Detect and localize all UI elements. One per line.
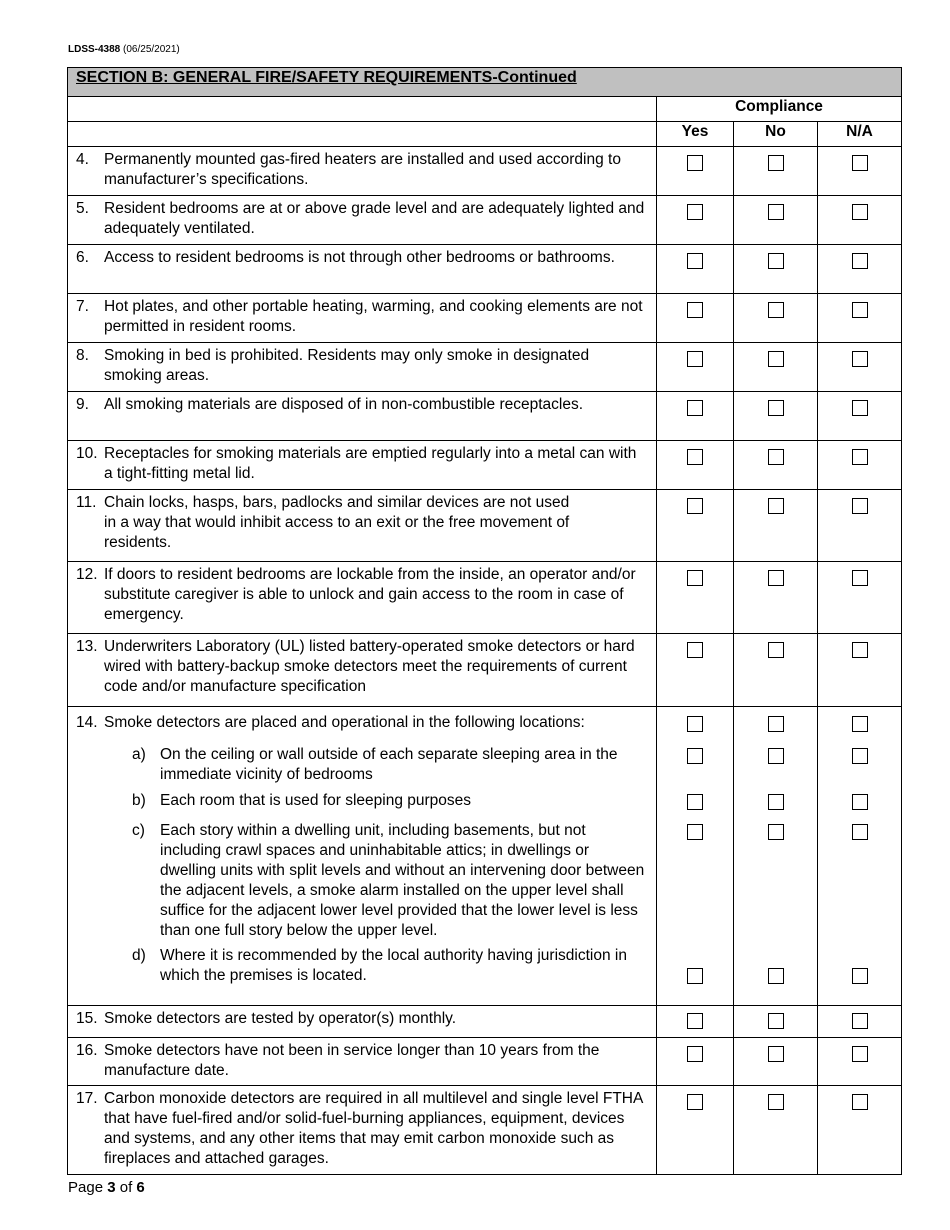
item-text: Permanently mounted gas-fired heaters are installed and used according to manufacturer’s specifications.	[104, 151, 621, 188]
na-checkbox[interactable]	[852, 351, 868, 367]
no-checkbox[interactable]	[768, 155, 784, 171]
item-number: 15.	[76, 1010, 98, 1027]
yes-checkbox[interactable]	[687, 1046, 703, 1062]
column-no-header: No	[734, 122, 818, 147]
table-row	[68, 490, 902, 562]
na-checkbox[interactable]	[852, 968, 868, 984]
item-text: Carbon monoxide detectors are required in all multilevel and single level FTHA that have fuel-fired and/or solid-fuel-burning appliances, equipment, devices and systems, and any other items that may emit carbon monoxide such as fireplaces and attached garages.	[104, 1090, 643, 1167]
yes-checkbox[interactable]	[687, 204, 703, 220]
no-checkbox[interactable]	[768, 794, 784, 810]
na-checkbox[interactable]	[852, 204, 868, 220]
yes-checkbox[interactable]	[687, 1094, 703, 1110]
yes-checkbox[interactable]	[687, 400, 703, 416]
sub-item-text: On the ceiling or wall outside of each separate sleeping area in the immediate vicinity of bedrooms	[160, 746, 618, 783]
na-checkbox[interactable]	[852, 642, 868, 658]
item-text: Smoke detectors are tested by operator(s) monthly.	[104, 1010, 457, 1027]
no-checkbox[interactable]	[768, 302, 784, 318]
no-checkbox[interactable]	[768, 400, 784, 416]
na-checkbox[interactable]	[852, 1013, 868, 1029]
compliance-header-row	[68, 97, 902, 122]
no-checkbox[interactable]	[768, 204, 784, 220]
item-text: Hot plates, and other portable heating, warming, and cooking elements are not permitted in resident rooms.	[104, 298, 643, 335]
compliance-table	[67, 67, 902, 1175]
sub-item-letter: b)	[132, 792, 146, 809]
table-row	[68, 441, 902, 490]
table-row	[68, 196, 902, 245]
na-checkbox[interactable]	[852, 1094, 868, 1110]
yes-checkbox[interactable]	[687, 570, 703, 586]
no-checkbox[interactable]	[768, 716, 784, 732]
yes-checkbox[interactable]	[687, 716, 703, 732]
yes-checkbox[interactable]	[687, 748, 703, 764]
item-number: 4.	[76, 151, 89, 168]
section-title: SECTION B: GENERAL FIRE/SAFETY REQUIREMENTS-Continued	[76, 69, 577, 86]
form-identifier	[68, 44, 180, 55]
table-row	[68, 1038, 902, 1086]
yes-checkbox[interactable]	[687, 968, 703, 984]
sub-item-letter: a)	[132, 746, 146, 763]
section-header-row	[68, 68, 902, 97]
item-text: All smoking materials are disposed of in non-combustible receptacles.	[104, 396, 584, 413]
no-checkbox[interactable]	[768, 253, 784, 269]
item-number: 16.	[76, 1042, 98, 1059]
item-number: 8.	[76, 347, 89, 364]
yes-checkbox[interactable]	[687, 302, 703, 318]
item-number: 11.	[76, 494, 97, 511]
yes-checkbox[interactable]	[687, 642, 703, 658]
item-text: If doors to resident bedrooms are lockable from the inside, an operator and/or substitute caregiver is able to unlock and gain access to the room in case of emergency.	[104, 566, 636, 623]
sub-item-text: Each story within a dwelling unit, including basements, but not including crawl spaces and uninhabitable attics; in dwellings or dwelling units with split levels and without an intervening door between the adjacent levels, a smoke alarm installed on the upper level shall suffice for the adjacent lower level provided that the lower level is less than one full story below the upper level.	[160, 822, 645, 939]
page-number	[68, 1179, 145, 1196]
item-number: 10.	[76, 445, 98, 462]
item-number: 6.	[76, 249, 89, 266]
table-row	[68, 294, 902, 343]
form-date: (06/25/2021)	[123, 44, 180, 55]
item-text: Chain locks, hasps, bars, padlocks and similar devices are not used in a way that would inhibit access to an exit or the free movement of residents.	[104, 494, 570, 551]
no-checkbox[interactable]	[768, 570, 784, 586]
item-number: 12.	[76, 566, 98, 583]
item-number: 13.	[76, 638, 98, 655]
na-checkbox[interactable]	[852, 302, 868, 318]
yes-checkbox[interactable]	[687, 794, 703, 810]
item-text: Receptacles for smoking materials are emptied regularly into a metal can with a tight-fitting metal lid.	[104, 445, 637, 482]
item-text: Access to resident bedrooms is not through other bedrooms or bathrooms.	[104, 249, 615, 266]
na-checkbox[interactable]	[852, 824, 868, 840]
na-checkbox[interactable]	[852, 253, 868, 269]
sub-item-letter: c)	[132, 822, 145, 839]
sub-item	[68, 791, 656, 811]
item-number: 5.	[76, 200, 89, 217]
no-checkbox[interactable]	[768, 498, 784, 514]
na-checkbox[interactable]	[852, 498, 868, 514]
na-checkbox[interactable]	[852, 1046, 868, 1062]
page-of: of	[119, 1179, 133, 1196]
yes-checkbox[interactable]	[687, 498, 703, 514]
na-checkbox[interactable]	[852, 748, 868, 764]
no-checkbox[interactable]	[768, 642, 784, 658]
table-row	[68, 1006, 902, 1038]
page-total: 6	[136, 1179, 145, 1196]
na-checkbox[interactable]	[852, 449, 868, 465]
page-prefix: Page	[68, 1179, 104, 1196]
yes-checkbox[interactable]	[687, 449, 703, 465]
page-current: 3	[107, 1179, 116, 1196]
table-row	[68, 392, 902, 441]
item-text: Underwriters Laboratory (UL) listed battery-operated smoke detectors or hard wired with battery-backup smoke detectors meet the requirements of current code and/or manufacture specification	[104, 638, 635, 695]
na-checkbox[interactable]	[852, 570, 868, 586]
no-checkbox[interactable]	[768, 1013, 784, 1029]
table-row	[68, 147, 902, 196]
sub-item-text: Where it is recommended by the local authority having jurisdiction in which the premises is located.	[160, 947, 627, 984]
no-checkbox[interactable]	[768, 824, 784, 840]
table-row	[68, 634, 902, 707]
form-code: LDSS-4388	[68, 44, 121, 55]
yes-checkbox[interactable]	[687, 351, 703, 367]
item-text: Resident bedrooms are at or above grade level and are adequately lighted and adequately ventilated.	[104, 200, 645, 237]
na-checkbox[interactable]	[852, 155, 868, 171]
yes-checkbox[interactable]	[687, 1013, 703, 1029]
sub-item	[68, 745, 656, 785]
table-row	[68, 707, 902, 1006]
no-checkbox[interactable]	[768, 1046, 784, 1062]
no-checkbox[interactable]	[768, 449, 784, 465]
no-checkbox[interactable]	[768, 351, 784, 367]
sub-item	[68, 821, 656, 941]
table-row	[68, 562, 902, 634]
item-text: Smoking in bed is prohibited. Residents may only smoke in designated smoking areas.	[104, 347, 590, 384]
na-checkbox[interactable]	[852, 794, 868, 810]
table-row	[68, 1086, 902, 1175]
na-checkbox[interactable]	[852, 400, 868, 416]
yes-checkbox[interactable]	[687, 253, 703, 269]
table-row	[68, 343, 902, 392]
item-number: 14.	[76, 714, 98, 731]
column-yes-header: Yes	[657, 122, 734, 147]
item-number: 17.	[76, 1090, 98, 1107]
no-checkbox[interactable]	[768, 968, 784, 984]
column-header-row	[68, 122, 902, 147]
compliance-label: Compliance	[657, 97, 902, 122]
sub-item	[68, 946, 656, 986]
item-text: Smoke detectors are placed and operational in the following locations:	[104, 714, 585, 731]
sub-item-letter: d)	[132, 947, 146, 964]
item-number: 9.	[76, 396, 89, 413]
yes-checkbox[interactable]	[687, 824, 703, 840]
sub-item-text: Each room that is used for sleeping purposes	[160, 792, 472, 809]
na-checkbox[interactable]	[852, 716, 868, 732]
column-na-header: N/A	[818, 122, 902, 147]
item-number: 7.	[76, 298, 89, 315]
no-checkbox[interactable]	[768, 748, 784, 764]
table-row	[68, 245, 902, 294]
yes-checkbox[interactable]	[687, 155, 703, 171]
item-text: Smoke detectors have not been in service longer than 10 years from the manufacture date.	[104, 1042, 600, 1079]
no-checkbox[interactable]	[768, 1094, 784, 1110]
